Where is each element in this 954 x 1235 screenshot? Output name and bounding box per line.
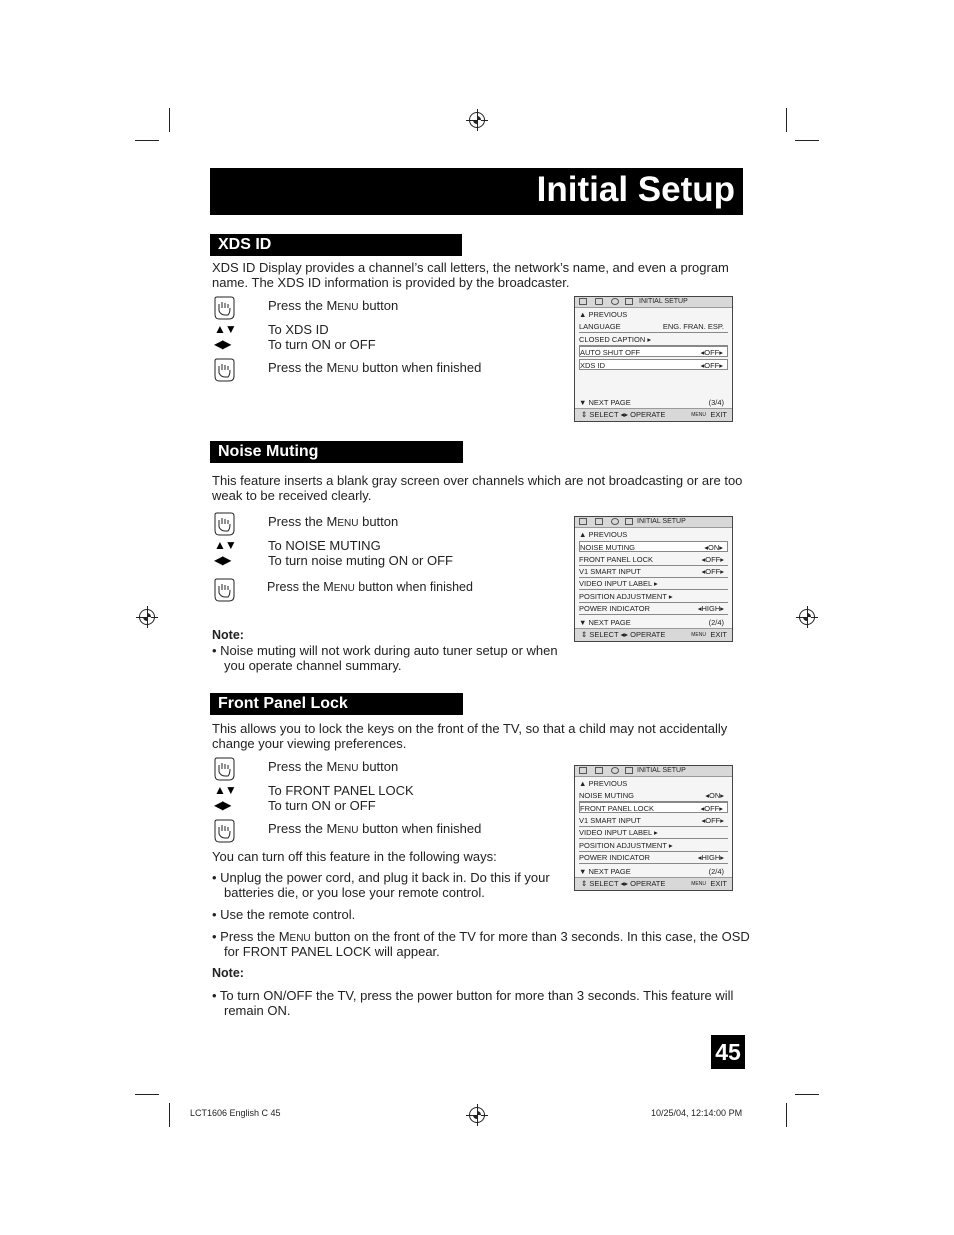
- picture-tab-icon: [595, 298, 603, 305]
- noise-note-line1: • Noise muting will not work during auto tuner setup or when: [212, 643, 558, 658]
- registration-mark-icon: [469, 1107, 485, 1123]
- fpl-step-finish: Press the MENU button when finished: [268, 821, 482, 836]
- crop-mark: [795, 1094, 819, 1095]
- osd-header: [575, 766, 732, 777]
- osd-title: INITIAL SETUP: [639, 298, 688, 305]
- page-number: 45: [711, 1035, 745, 1069]
- osd-previous: ▲ PREVIOUS: [579, 779, 628, 788]
- osd-title: INITIAL SETUP: [637, 518, 686, 525]
- xds-intro-line2: name. The XDS ID information is provided by the broadcaster.: [212, 275, 570, 290]
- osd-title: INITIAL SETUP: [637, 767, 686, 774]
- osd-row-front-panel-lock: FRONT PANEL LOCK ◂OFF▸: [579, 554, 728, 566]
- noise-step-turn: To turn noise muting ON or OFF: [268, 553, 453, 568]
- registration-mark-icon: [469, 112, 485, 128]
- crop-mark: [169, 1103, 170, 1127]
- fpl-bullet3-line1: • Press the MENU button on the front of the TV for more than 3 seconds. In this case, the OSD: [212, 929, 750, 944]
- crop-mark: [786, 1103, 787, 1127]
- crop-mark: [795, 140, 819, 141]
- xds-step-press-menu: Press the MENU button: [268, 298, 399, 313]
- osd-row-noise-muting: NOISE MUTING ◂ON▸: [579, 790, 728, 802]
- hand-press-icon: [213, 819, 235, 843]
- osd-row-language: LANGUAGE ENG. FRAN. ESP.: [579, 321, 728, 333]
- lock-tab-icon: [625, 767, 633, 774]
- xds-step-finish: Press the MENU button when finished: [268, 360, 482, 375]
- osd-row-position-adjustment: POSITION ADJUSTMENT ▸: [579, 591, 728, 603]
- clock-tab-icon: [611, 298, 619, 305]
- osd-row-power-indicator: POWER INDICATOR ◂HIGH▸: [579, 603, 728, 615]
- xds-step-turn: To turn ON or OFF: [268, 337, 376, 352]
- noise-step-press-menu: Press the MENU button: [268, 514, 399, 529]
- osd-screen-xds: [574, 296, 733, 422]
- section-heading-xds-id: XDS ID: [210, 234, 462, 256]
- hand-press-icon: [213, 757, 235, 781]
- fpl-step-select: To FRONT PANEL LOCK: [268, 783, 414, 798]
- osd-row-auto-shut-off: AUTO SHUT OFF ◂OFF▸: [579, 346, 728, 357]
- osd-header: [575, 517, 732, 528]
- registration-mark-icon: [799, 609, 815, 625]
- osd-footer: ⇕ SELECT ◂▸ OPERATE MENU EXIT: [575, 877, 732, 890]
- noise-step-finish: Press the MENU button when finished: [267, 580, 473, 594]
- fpl-ways-intro: You can turn off this feature in the following ways:: [212, 849, 497, 864]
- menu-tab-icon: [579, 518, 587, 525]
- up-down-arrow-icon: ▲▼: [214, 538, 236, 552]
- menu-tab-icon: [579, 767, 587, 774]
- lock-tab-icon: [625, 298, 633, 305]
- osd-footer: ⇕ SELECT ◂▸ OPERATE MENU EXIT: [575, 408, 732, 421]
- left-right-arrow-icon: ◀▶: [214, 553, 231, 567]
- fpl-note-line2: remain ON.: [224, 1003, 291, 1018]
- picture-tab-icon: [595, 767, 603, 774]
- fpl-intro-line2: change your viewing preferences.: [212, 736, 407, 751]
- up-down-arrow-icon: ▲▼: [214, 783, 236, 797]
- registration-mark-icon: [139, 609, 155, 625]
- page-title: Initial Setup: [536, 170, 735, 209]
- osd-row-xds-id: XDS ID ◂OFF▸: [579, 359, 728, 370]
- left-right-arrow-icon: ◀▶: [214, 798, 231, 812]
- crop-mark: [135, 140, 159, 141]
- lock-tab-icon: [625, 518, 633, 525]
- crop-mark: [786, 108, 787, 132]
- hand-press-icon: [213, 358, 235, 382]
- osd-row-noise-muting: NOISE MUTING ◂ON▸: [579, 541, 728, 552]
- xds-intro-line1: XDS ID Display provides a channel’s call letters, the network’s name, and even a program: [212, 260, 729, 275]
- picture-tab-icon: [595, 518, 603, 525]
- osd-header: [575, 297, 732, 308]
- noise-note-line2: you operate channel summary.: [224, 658, 402, 673]
- fpl-intro-line1: This allows you to lock the keys on the front of the TV, so that a child may not accidentally: [212, 721, 728, 736]
- osd-row-v1-smart-input: V1 SMART INPUT ◂OFF▸: [579, 815, 728, 827]
- menu-tab-icon: [579, 298, 587, 305]
- osd-footer: ⇕ SELECT ◂▸ OPERATE MENU EXIT: [575, 628, 732, 641]
- footer-file-info: LCT1606 English C 45: [190, 1108, 281, 1118]
- section-heading-front-panel-lock: Front Panel Lock: [210, 693, 463, 715]
- osd-next-page: ▼ NEXT PAGE (2/4): [579, 618, 724, 627]
- osd-screen-noise-muting: [574, 516, 733, 642]
- osd-next-page: ▼ NEXT PAGE (3/4): [579, 398, 724, 407]
- fpl-note-line1: • To turn ON/OFF the TV, press the power button for more than 3 seconds. This feature will: [212, 988, 734, 1003]
- crop-mark: [169, 108, 170, 132]
- osd-previous: ▲ PREVIOUS: [579, 530, 628, 539]
- fpl-note-label: Note:: [212, 966, 244, 980]
- fpl-step-press-menu: Press the MENU button: [268, 759, 399, 774]
- xds-step-select: To XDS ID: [268, 322, 329, 337]
- fpl-bullet2: • Use the remote control.: [212, 907, 356, 922]
- osd-row-v1-smart-input: V1 SMART INPUT ◂OFF▸: [579, 566, 728, 578]
- osd-screen-front-panel-lock: [574, 765, 733, 891]
- osd-row-front-panel-lock: FRONT PANEL LOCK ◂OFF▸: [579, 802, 728, 813]
- osd-row-power-indicator: POWER INDICATOR ◂HIGH▸: [579, 852, 728, 864]
- hand-press-icon: [213, 296, 235, 320]
- osd-next-page: ▼ NEXT PAGE (2/4): [579, 867, 724, 876]
- osd-row-position-adjustment: POSITION ADJUSTMENT ▸: [579, 840, 728, 852]
- up-down-arrow-icon: ▲▼: [214, 322, 236, 336]
- fpl-bullet1-line1: • Unplug the power cord, and plug it back in. Do this if your: [212, 870, 550, 885]
- hand-press-icon: [213, 578, 235, 602]
- clock-tab-icon: [611, 518, 619, 525]
- page-title-bar: [210, 168, 743, 215]
- noise-step-select: To NOISE MUTING: [268, 538, 381, 553]
- osd-row-video-input-label: VIDEO INPUT LABEL ▸: [579, 827, 728, 839]
- fpl-bullet3-line2: for FRONT PANEL LOCK will appear.: [224, 944, 440, 959]
- footer-timestamp: 10/25/04, 12:14:00 PM: [651, 1108, 743, 1118]
- clock-tab-icon: [611, 767, 619, 774]
- osd-row-closed-caption: CLOSED CAPTION ▸: [579, 334, 728, 346]
- noise-note-label: Note:: [212, 628, 244, 642]
- fpl-step-turn: To turn ON or OFF: [268, 798, 376, 813]
- crop-mark: [135, 1094, 159, 1095]
- fpl-bullet1-line2: batteries die, or you lose your remote control.: [224, 885, 485, 900]
- osd-previous: ▲ PREVIOUS: [579, 310, 628, 319]
- noise-intro-line2: weak to be received clearly.: [212, 488, 372, 503]
- noise-intro-line1: This feature inserts a blank gray screen over channels which are not broadcasting or are too: [212, 473, 743, 488]
- osd-row-video-input-label: VIDEO INPUT LABEL ▸: [579, 578, 728, 590]
- left-right-arrow-icon: ◀▶: [214, 337, 231, 351]
- hand-press-icon: [213, 512, 235, 536]
- section-heading-noise-muting: Noise Muting: [210, 441, 463, 463]
